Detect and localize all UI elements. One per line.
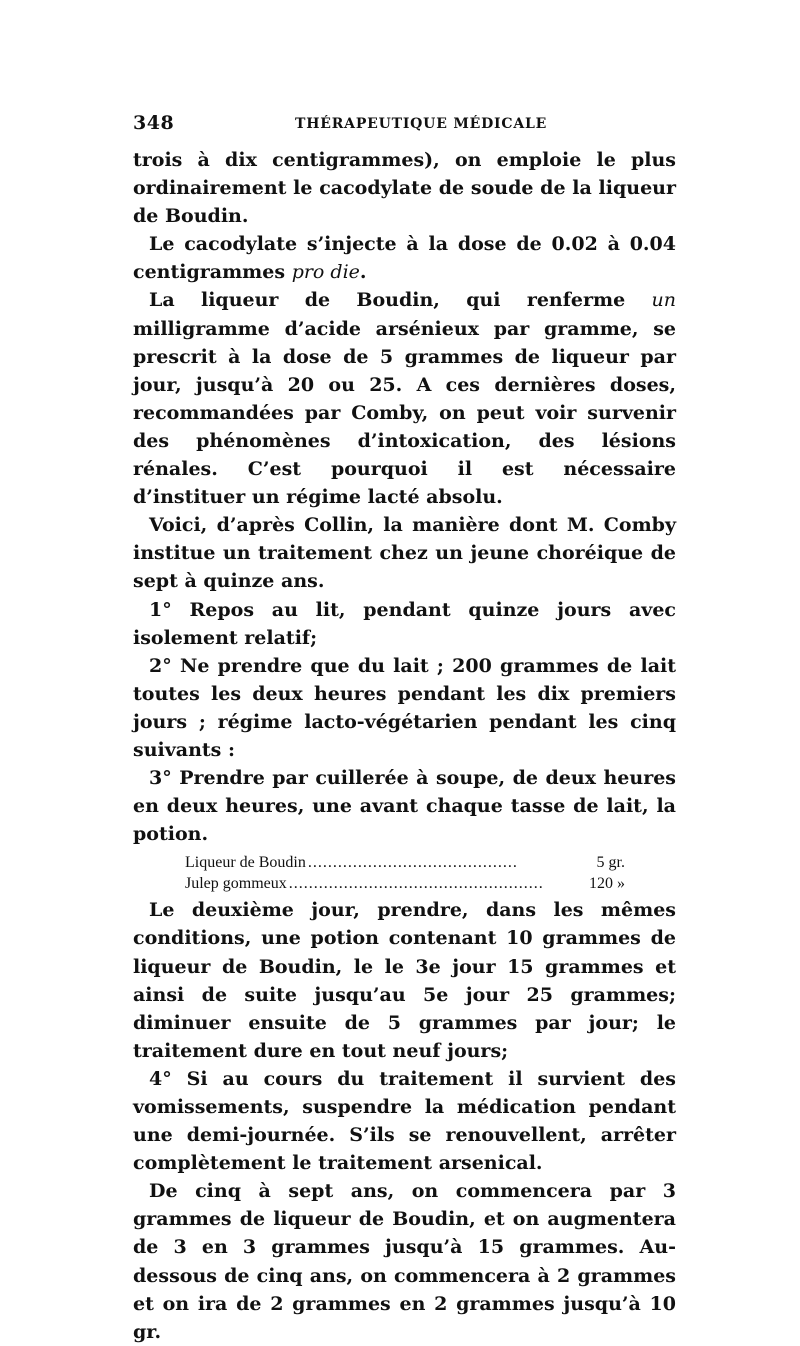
body-text xyxy=(133,146,676,1346)
paragraph-text: La liqueur de Boudin, qui renferme xyxy=(149,289,652,312)
paragraph-day-two: Le deuxième jour, prendre, dans les mêmes conditions, une potion contenant 10 grammes de liqueur de Boudin, le le 3e jour 15 grammes et ainsi de suite jusqu’au 5e jour 25 grammes; diminuer ensuite de 5 grammes par jour; le traitement dure en tout neuf jours; xyxy=(133,899,676,1062)
paragraph-step-1: 1° Repos au lit, pendant quinze jours avec isolement relatif; xyxy=(133,598,676,649)
paragraph-cacodylate-dose xyxy=(133,230,676,286)
formula-row xyxy=(185,873,625,894)
running-head: THÉRAPEUTIQUE MÉDICALE xyxy=(295,116,548,132)
italic-term: pro die xyxy=(291,261,360,284)
paragraph-text: milligramme d’acide arsénieux par gramme, se prescrit à la dose de 5 grammes de liqueur par jour, jusqu’à 20 ou 25. A ces dernières doses, recommandées par Comby, on peut voir survenir des phénomènes d’intoxication, des lésions rénales. C’est pourquoi il est nécessaire d’instituer un régime lacté absolu. xyxy=(133,317,676,509)
page-header xyxy=(133,112,676,146)
book-page xyxy=(133,112,676,1346)
paragraph-text: . xyxy=(359,261,367,284)
page-number: 348 xyxy=(133,112,175,134)
formula-quantity: 120 » xyxy=(589,875,625,893)
italic-term: un xyxy=(651,289,676,312)
prescription-formula xyxy=(185,852,625,894)
formula-ingredient: Julep gommeux xyxy=(185,875,287,893)
paragraph-continuation: trois à dix centigrammes), on emploie le plus ordinairement le cacodylate de soude de la liqueur de Boudin. xyxy=(133,149,676,228)
formula-row xyxy=(185,852,625,873)
paragraph-collin: Voici, d’après Collin, la manière dont M. Comby institue un traitement chez un jeune choréique de sept à quinze ans. xyxy=(133,514,676,593)
paragraph-step-4: 4° Si au cours du traitement il survient des vomissements, suspendre la médication pendant une demi-journée. S’ils se renouvellent, arrêter complètement le traitement arsenical. xyxy=(133,1067,676,1175)
formula-ingredient: Liqueur de Boudin xyxy=(185,854,306,872)
paragraph-step-2: 2° Ne prendre que du lait ; 200 grammes de lait toutes les deux heures pendant les dix premiers jours ; régime lacto-végétarien pendant les cinq suivants : xyxy=(133,654,676,761)
paragraph-age-dosing: De cinq à sept ans, on commencera par 3 grammes de liqueur de Boudin, et on augmentera de 3 en 3 grammes jusqu’à 15 grammes. Au-dessous de cinq ans, on commencera à 2 grammes et on ira de 2 grammes en 2 grammes jusqu’à 10 gr. xyxy=(133,1180,676,1343)
formula-leader-dots: ................................................... xyxy=(288,875,544,893)
formula-leader-dots: .......................................... xyxy=(307,854,518,872)
paragraph-step-3: 3° Prendre par cuillerée à soupe, de deux heures en deux heures, une avant chaque tasse de lait, la potion. xyxy=(133,767,676,846)
paragraph-liqueur-boudin xyxy=(133,286,676,511)
formula-quantity: 5 gr. xyxy=(596,854,625,872)
paragraph-text: Le cacodylate s’injecte à la dose de 0.02 à 0.04 centigrammes xyxy=(133,233,676,284)
